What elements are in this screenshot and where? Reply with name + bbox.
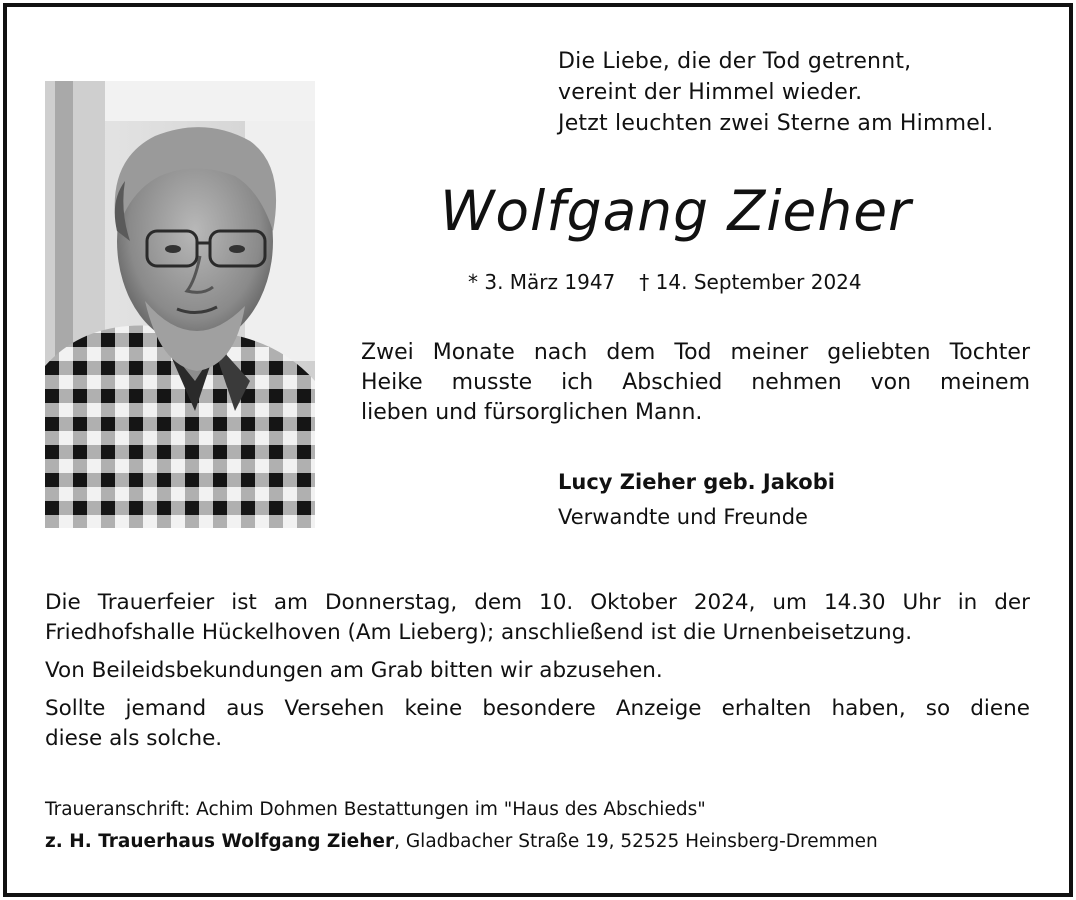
life-dates <box>468 267 862 297</box>
mourners-block <box>558 465 835 535</box>
memorial-quote <box>558 46 1038 139</box>
quote-line: Jetzt leuchten zwei Sterne am Himmel. <box>558 111 994 136</box>
birth-date: * 3. März 1947 <box>468 270 616 294</box>
secondary-mourners: Verwandte und Freunde <box>558 505 808 529</box>
service-line: Sollte jemand aus Versehen keine besondere Anzeige erhalten haben, so diene <box>45 696 1030 721</box>
address-line-1: Traueranschrift: Achim Dohmen Bestattungen im "Haus des Abschieds" <box>45 799 706 820</box>
deceased-name: Wolfgang Zieher <box>440 179 912 243</box>
primary-mourner: Lucy Zieher geb. Jakobi <box>558 470 835 494</box>
service-paragraph <box>45 694 1030 754</box>
portrait-photo <box>45 81 315 528</box>
service-line: Von Beileidsbekundungen am Grab bitten wir abzusehen. <box>45 658 663 683</box>
address-street: , Gladbacher Straße 19, 52525 Heinsberg-Dremmen <box>394 831 878 852</box>
service-information <box>45 588 1030 762</box>
death-date: † 14. September 2024 <box>639 270 862 294</box>
service-paragraph <box>45 656 1030 686</box>
address-recipient: z. H. Trauerhaus Wolfgang Zieher <box>45 831 395 852</box>
service-line: Die Trauerfeier ist am Donnerstag, dem 10. Oktober 2024, um 14.30 Uhr in der <box>45 590 1030 615</box>
service-line: Friedhofshalle Hückelhoven (Am Lieberg); anschließend ist die Urnenbeisetzung. <box>45 620 913 645</box>
address-line-2 <box>45 826 878 858</box>
mourning-address <box>45 794 878 858</box>
quote-line: vereint der Himmel wieder. <box>558 80 863 105</box>
quote-line: Die Liebe, die der Tod getrennt, <box>558 49 912 74</box>
statement-line: lieben und fürsorglichen Mann. <box>361 400 703 425</box>
announcement-text <box>361 338 1030 428</box>
statement-line: Zwei Monate nach dem Tod meiner geliebten Tochter <box>361 340 1030 365</box>
statement-line: Heike musste ich Abschied nehmen von meinem <box>361 370 1030 395</box>
service-line: diese als solche. <box>45 726 223 751</box>
service-paragraph <box>45 588 1030 648</box>
